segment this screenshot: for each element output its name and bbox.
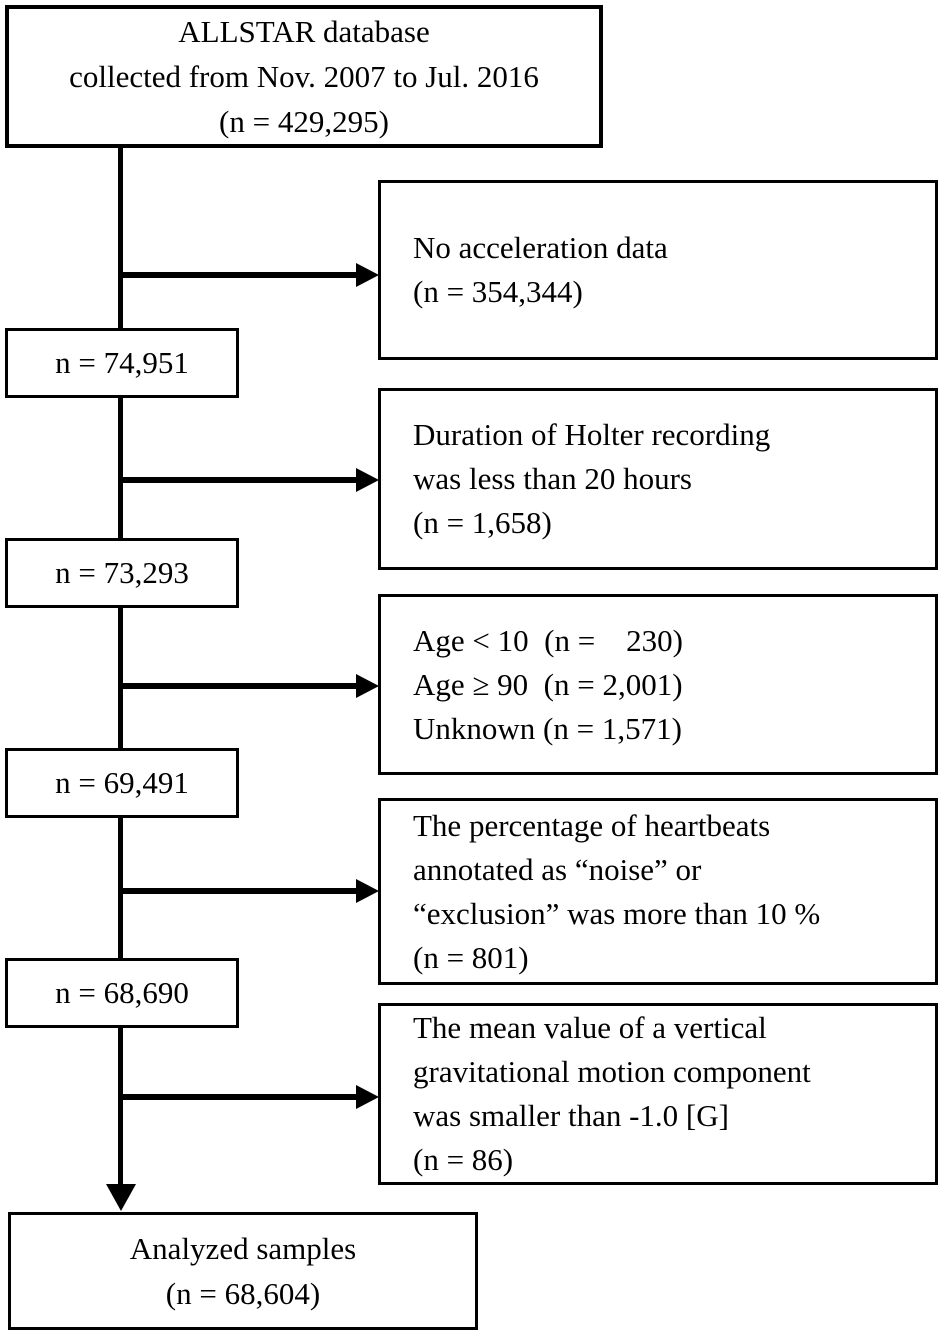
- arrow-shaft: [120, 1094, 357, 1100]
- exclusion-box-noise-annotation: [378, 798, 938, 985]
- down-arrowhead-icon: [106, 1184, 136, 1211]
- analyzed-samples-box: [8, 1212, 478, 1330]
- exclusion-line: The mean value of a vertical: [413, 1010, 767, 1045]
- arrow-shaft: [120, 683, 357, 689]
- exclusion-count: (n = 1,658): [413, 505, 552, 540]
- source-count: (n = 429,295): [219, 104, 389, 139]
- exclusion-line: was smaller than -1.0 [G]: [413, 1098, 729, 1133]
- arrow-shaft: [120, 272, 357, 278]
- exclusion-line: Age < 10 (n = 230): [413, 622, 684, 658]
- right-arrowhead-icon: [356, 1085, 379, 1109]
- exclusion-line: “exclusion” was more than 10 %: [413, 895, 821, 931]
- exclusion-box-age: [378, 594, 938, 775]
- exclusion-line: was less than 20 hours: [413, 461, 692, 496]
- right-arrowhead-icon: [356, 674, 379, 698]
- source-line-1: ALLSTAR database: [178, 14, 430, 49]
- exclusion-line: Duration of Holter recording: [413, 417, 771, 452]
- step-count-box-3: [5, 748, 239, 818]
- exclusion-line: Unknown (n = 1,571): [413, 710, 682, 746]
- exclusion-count: (n = 86): [413, 1142, 514, 1177]
- exclusion-line: annotated as “noise” or: [413, 851, 702, 887]
- exclusion-line: gravitational motion component: [413, 1054, 811, 1089]
- arrow-shaft: [120, 477, 357, 483]
- exclusion-line: No acceleration data: [413, 230, 668, 265]
- exclusion-box-holter-duration: [378, 388, 938, 570]
- exclusion-line: The percentage of heartbeats: [413, 807, 771, 843]
- right-arrowhead-icon: [356, 468, 379, 492]
- exclusion-box-gravitational-component: [378, 1003, 938, 1185]
- right-arrowhead-icon: [356, 263, 379, 287]
- main-flow-line: [118, 146, 123, 1190]
- step-count-box-2: [5, 538, 239, 608]
- step-count-label: n = 73,293: [55, 555, 189, 590]
- step-count-label: n = 69,491: [55, 765, 189, 800]
- step-count-label: n = 74,951: [55, 345, 189, 380]
- analyzed-samples-label: Analyzed samples: [129, 1231, 357, 1266]
- step-count-box-4: [5, 958, 239, 1028]
- source-database-box: [5, 5, 603, 148]
- right-arrowhead-icon: [356, 879, 379, 903]
- exclusion-count: (n = 354,344): [413, 274, 583, 309]
- step-count-label: n = 68,690: [55, 975, 189, 1010]
- arrow-shaft: [120, 888, 357, 894]
- exclusion-line: Age ≥ 90 (n = 2,001): [413, 666, 683, 702]
- analyzed-samples-count: (n = 68,604): [165, 1276, 321, 1311]
- exclusion-count: (n = 801): [413, 939, 529, 975]
- step-count-box-1: [5, 328, 239, 398]
- source-line-2: collected from Nov. 2007 to Jul. 2016: [69, 59, 539, 94]
- exclusion-box-no-acceleration: [378, 180, 938, 360]
